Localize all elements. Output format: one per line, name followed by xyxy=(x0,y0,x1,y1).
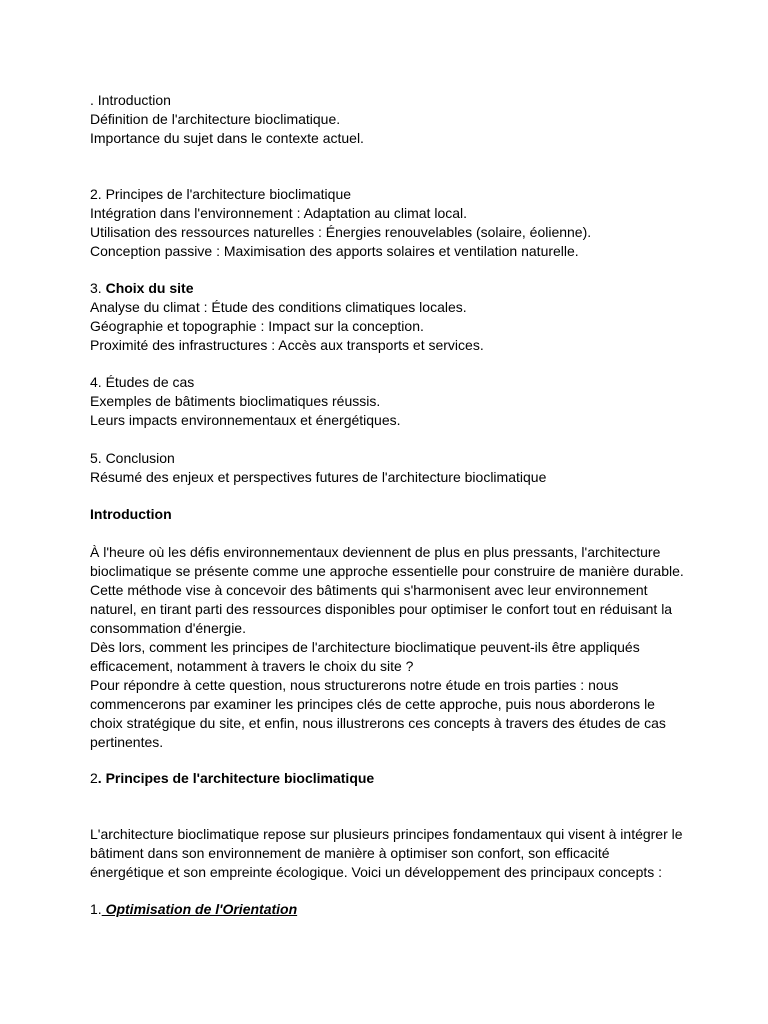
outline-principles-item: Conception passive : Maximisation des apports solaires et ventilation naturelle. xyxy=(90,243,579,259)
introduction-line: commencerons par examiner les principes clés de cette approche, puis nous aborderons le xyxy=(90,696,655,712)
section2-line: bâtiment dans son environnement de manière à optimiser son confort, son efficacité xyxy=(90,845,610,861)
outline-site-item: Géographie et topographie : Impact sur la conception. xyxy=(90,318,424,334)
outline-site-title: Choix du site xyxy=(105,280,194,296)
outline-cases-heading: 4. Études de cas xyxy=(90,374,195,390)
subsection1-title: Optimisation de l'Orientation xyxy=(101,901,298,917)
outline-cases-item: Leurs impacts environnementaux et énergétiques. xyxy=(90,412,401,428)
introduction-line: À l'heure où les défis environnementaux deviennent de plus en plus pressants, l'architecture xyxy=(90,544,661,560)
outline-intro-heading: . Introduction xyxy=(90,92,171,108)
outline-principles-item: Intégration dans l'environnement : Adaptation au climat local. xyxy=(90,205,468,221)
introduction-title: Introduction xyxy=(90,506,172,522)
introduction-line: bioclimatique se présente comme une approche essentielle pour construire de manière durable. xyxy=(90,563,684,579)
outline-conclusion-heading: 5. Conclusion xyxy=(90,450,175,466)
subsection1-heading xyxy=(90,900,297,919)
introduction-line: Dès lors, comment les principes de l'architecture bioclimatique peuvent-ils être appliqués xyxy=(90,639,640,655)
introduction-line: pertinentes. xyxy=(90,734,164,750)
introduction-line: choix stratégique du site, et enfin, nous illustrerons ces concepts à travers des études de cas xyxy=(90,715,666,731)
introduction-line: Cette méthode vise à concevoir des bâtiments qui s'harmonisent avec leur environnement xyxy=(90,582,648,598)
section2-line: énergétique et son empreinte écologique. Voici un développement des principaux concepts : xyxy=(90,864,663,880)
introduction-line: Pour répondre à cette question, nous structurerons notre étude en trois parties : nous xyxy=(90,677,619,693)
outline-site-number: 3. xyxy=(90,280,102,296)
section2-title: . Principes de l'architecture bioclimatique xyxy=(97,770,375,786)
outline-intro-item: Définition de l'architecture bioclimatique. xyxy=(90,111,341,127)
introduction-line: naturel, en tirant parti des ressources disponibles pour optimiser le confort tout en réduisant la xyxy=(90,601,673,617)
outline-principles-heading: 2. Principes de l'architecture bioclimatique xyxy=(90,186,352,202)
subsection1-number: 1. xyxy=(90,901,102,917)
outline-site-heading xyxy=(90,279,193,298)
outline-site-item: Proximité des infrastructures : Accès aux transports et services. xyxy=(90,337,484,353)
outline-cases-item: Exemples de bâtiments bioclimatiques réussis. xyxy=(90,393,381,409)
outline-site-item: Analyse du climat : Étude des conditions climatiques locales. xyxy=(90,299,467,315)
outline-principles-item: Utilisation des ressources naturelles : Énergies renouvelables (solaire, éolienne). xyxy=(90,224,592,240)
section2-heading xyxy=(90,769,374,788)
introduction-line: consommation d'énergie. xyxy=(90,620,246,636)
outline-intro-item: Importance du sujet dans le contexte actuel. xyxy=(90,130,364,146)
section2-number: 2 xyxy=(90,770,98,786)
section2-line: L'architecture bioclimatique repose sur plusieurs principes fondamentaux qui visent à intégrer le xyxy=(90,826,683,842)
introduction-line: efficacement, notamment à travers le choix du site ? xyxy=(90,658,414,674)
outline-conclusion-item: Résumé des enjeux et perspectives futures de l'architecture bioclimatique xyxy=(90,469,547,485)
